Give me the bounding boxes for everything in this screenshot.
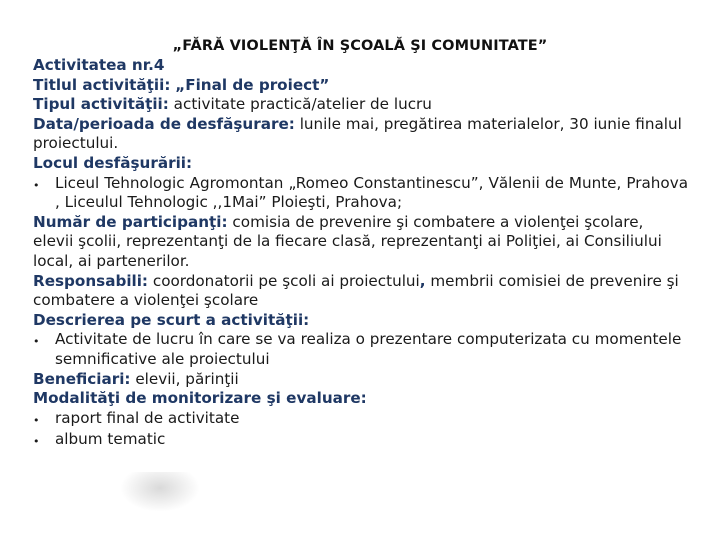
document-title: „FĂRĂ VIOLENŢĂ ÎN ŞCOALĂ ŞI COMUNITATE” [172, 38, 548, 54]
description-label: Descrierea pe scurt a activităţii: [33, 310, 310, 329]
bullet-icon: • [33, 178, 40, 192]
participants-row [33, 213, 688, 272]
beneficiaries-label: Beneficiari: [33, 369, 131, 388]
responsible-value-a: coordonatorii pe şcoli ai proiectului [152, 271, 420, 290]
responsible-row: Responsabili: coordonatorii pe şcoli ai proiectului, membrii comisiei de prevenire şi combatere a violenţei şcolare [33, 271, 679, 310]
monitoring-label: Modalităţi de monitorizare şi evaluare: [33, 389, 367, 408]
title-value: „Final de proiect” [175, 75, 330, 94]
description-value: Activitate de lucru în care se va realiza o prezentare computerizata cu momentele semnificative ale proiectului [55, 330, 682, 368]
bullet-icon: • [33, 435, 40, 449]
monitoring-bullet [33, 409, 688, 431]
responsible-value-b: membrii comisiei de prevenire şi combatere a violenţei şcolare [33, 271, 679, 310]
location-label: Locul desfăşurării: [33, 153, 193, 172]
period-value: lunile mai, pregătirea materialelor, 30 iunie finalul proiectului. [33, 114, 682, 153]
title-row [33, 76, 688, 96]
type-value: activitate practică/atelier de lucru [173, 95, 432, 114]
responsible-label: Responsabili: [33, 271, 149, 290]
beneficiaries-row [33, 370, 688, 390]
monitoring-item: raport final de activitate [55, 408, 240, 427]
decorative-shadow [120, 472, 200, 512]
participants-value: comisia de prevenire şi combatere a violenţei şcolare, elevii şcolii, reprezentanţi de la fiecare clasă, reprezentanţi ai Poliţiei, ai Consiliului local, ai partenerilor. [33, 212, 662, 270]
type-row [33, 95, 688, 115]
location-value: Liceul Tehnologic Agromontan „Romeo Constantinescu”, Vălenii de Munte, Prahova , Liceulul Tehnologic ,,1Mai” Ploieşti, Prahova; [55, 173, 688, 212]
participants-label: Număr de participanţi: [33, 212, 228, 231]
title-label: Titlul activităţii: [33, 75, 171, 94]
monitoring-item: album tematic [55, 430, 166, 449]
period-label: Data/perioada de desfăşurare: [33, 114, 295, 133]
period-row [33, 115, 688, 154]
monitoring-bullet [33, 430, 688, 452]
beneficiaries-value: elevii, părinţii [135, 369, 239, 388]
description-bullet [33, 330, 688, 369]
bullet-icon: • [33, 413, 40, 427]
bullet-icon: • [33, 335, 40, 349]
activity-details [33, 56, 688, 452]
location-bullet [33, 174, 688, 213]
activity-number: Activitatea nr.4 [33, 56, 165, 74]
type-label: Tipul activităţii: [33, 95, 169, 114]
